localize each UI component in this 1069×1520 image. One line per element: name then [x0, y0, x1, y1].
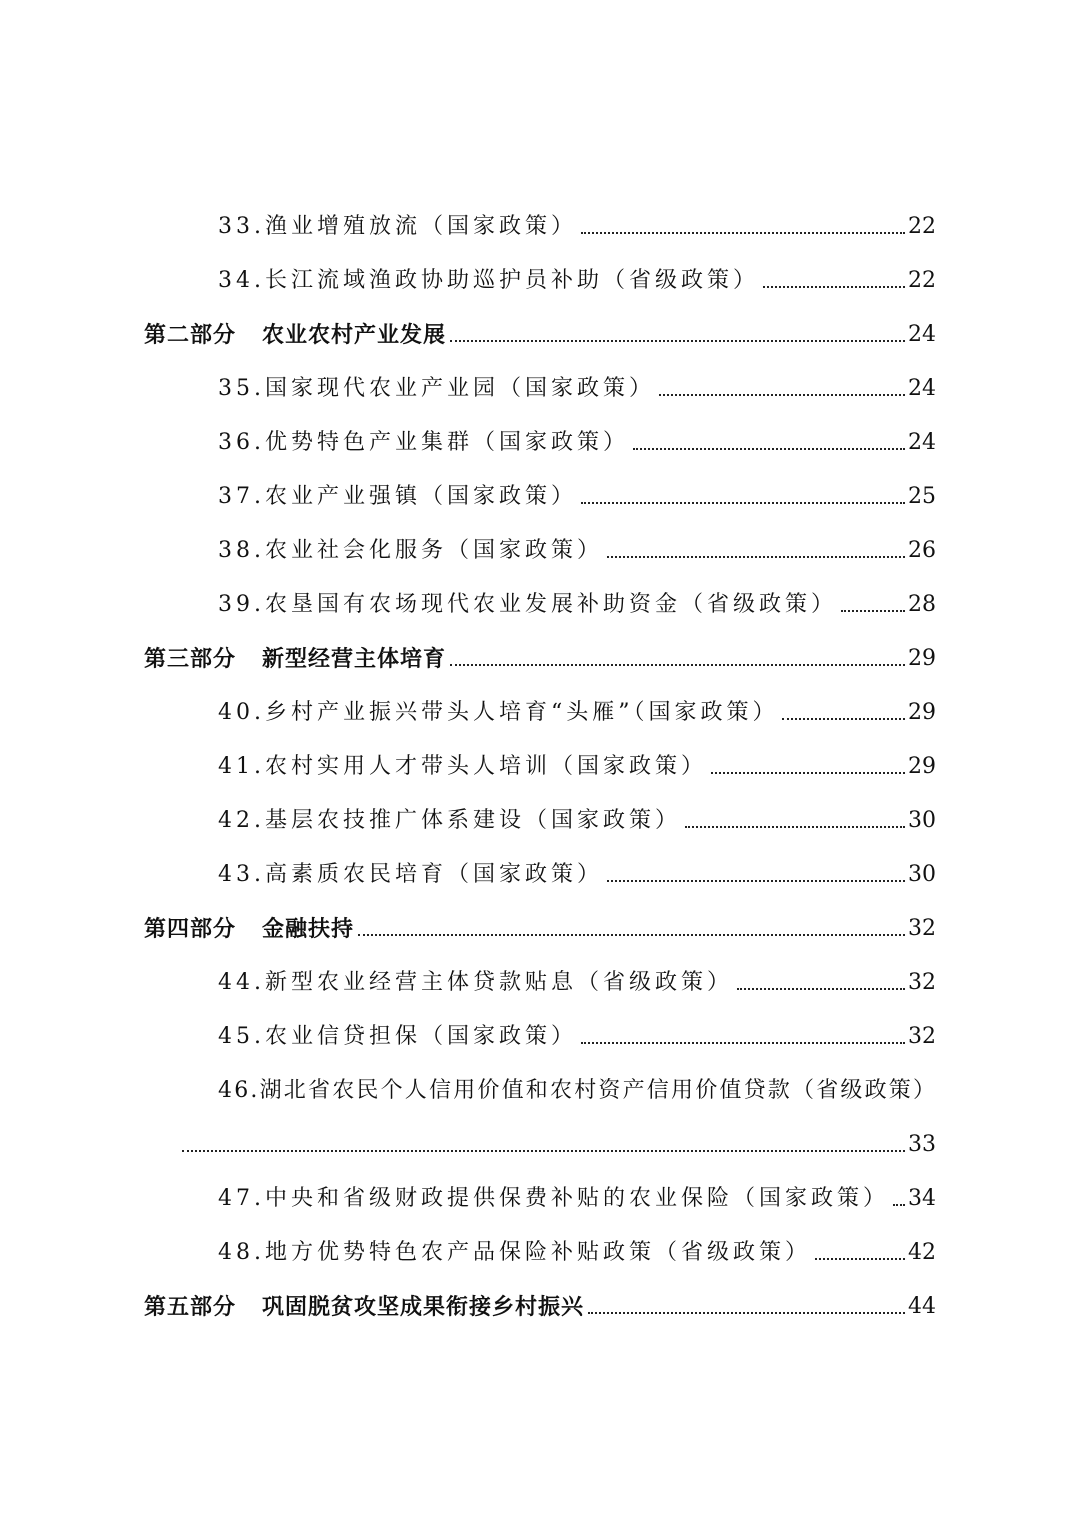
toc-entry-title: 35.国家现代农业产业园（国家政策） [218, 376, 655, 401]
dot-leader [581, 232, 905, 234]
toc-page-number: 32 [908, 970, 936, 995]
toc-page-number: 24 [908, 322, 936, 347]
toc-page-number: 30 [908, 862, 936, 887]
toc-entry-42[interactable] [218, 796, 936, 836]
dot-leader [893, 1204, 905, 1206]
toc-entry-47[interactable] [218, 1174, 936, 1214]
dot-leader [581, 502, 905, 504]
toc-entry-title: 39.农垦国有农场现代农业发展补助资金（省级政策） [218, 592, 837, 617]
dot-leader [685, 826, 905, 828]
toc-part-heading [144, 324, 446, 350]
toc-page-number: 24 [908, 376, 936, 401]
toc-page-number: 22 [908, 268, 936, 293]
toc-entry-title: 43.高素质农民培育（国家政策） [218, 862, 603, 887]
toc-entry-title: 44.新型农业经营主体贷款贴息（省级政策） [218, 970, 733, 995]
dot-leader [607, 556, 905, 558]
toc-part-label: 第五部分 [144, 1294, 237, 1320]
toc-entry-45[interactable] [218, 1012, 936, 1052]
toc-entry-34[interactable] [218, 256, 936, 296]
toc-page-number: 28 [908, 592, 936, 617]
toc-entry-37[interactable] [218, 472, 936, 512]
toc-part-label: 第四部分 [144, 916, 237, 942]
toc-part-label: 第二部分 [144, 322, 237, 348]
toc-entry-46-continuation [182, 1120, 936, 1160]
toc-part-title: 农业农村产业发展 [262, 322, 447, 348]
toc-entry-41[interactable] [218, 742, 936, 782]
dot-leader [450, 664, 905, 666]
toc-page-number: 29 [908, 754, 936, 779]
toc-entry-title: 40.乡村产业振兴带头人培育“头雁”（国家政策） [218, 700, 779, 725]
toc-page-number: 44 [908, 1294, 936, 1319]
toc-part-heading [144, 918, 354, 944]
dot-leader [633, 448, 905, 450]
toc-entry-43[interactable] [218, 850, 936, 890]
toc-entry-title: 41.农村实用人才带头人培训（国家政策） [218, 754, 707, 779]
dot-leader [588, 1312, 905, 1314]
dot-leader [815, 1258, 905, 1260]
toc-part-heading [144, 1296, 584, 1322]
toc-entry-title: 48.地方优势特色农产品保险补贴政策（省级政策） [218, 1240, 811, 1265]
toc-part-3[interactable] [144, 634, 936, 674]
toc-page-number: 42 [908, 1240, 936, 1265]
toc-entry-44[interactable] [218, 958, 936, 998]
toc-page-number: 22 [908, 214, 936, 239]
toc-page-number: 29 [908, 646, 936, 671]
toc-part-2[interactable] [144, 310, 936, 350]
toc-entry-title: 37.农业产业强镇（国家政策） [218, 484, 577, 509]
toc-entry-40[interactable] [218, 688, 936, 728]
dot-leader [581, 1042, 905, 1044]
toc-entry-38[interactable] [218, 526, 936, 566]
toc-entry-title: 42.基层农技推广体系建设（国家政策） [218, 808, 681, 833]
toc-page-number: 29 [908, 700, 936, 725]
toc-part-title: 新型经营主体培育 [262, 646, 447, 672]
dot-leader [763, 286, 905, 288]
toc-part-5[interactable] [144, 1282, 936, 1322]
toc-entry-36[interactable] [218, 418, 936, 458]
toc-entry-title: 46.湖北省农民个人信用价值和农村资产信用价值贷款（省级政策） [218, 1078, 938, 1103]
toc-page-number: 30 [908, 808, 936, 833]
toc-part-heading [144, 648, 446, 674]
toc-entry-48[interactable] [218, 1228, 936, 1268]
toc-page-number: 26 [908, 538, 936, 563]
toc-entry-35[interactable] [218, 364, 936, 404]
toc-entry-33[interactable] [218, 202, 936, 242]
dot-leader [182, 1150, 905, 1152]
dot-leader [841, 610, 905, 612]
toc-part-4[interactable] [144, 904, 936, 944]
toc-entry-title: 47.中央和省级财政提供保费补贴的农业保险（国家政策） [218, 1186, 889, 1211]
toc-page-number: 33 [908, 1132, 936, 1157]
dot-leader [659, 394, 905, 396]
toc-page-number: 32 [908, 916, 936, 941]
toc-part-title: 金融扶持 [262, 916, 355, 942]
dot-leader [450, 340, 905, 342]
dot-leader [711, 772, 905, 774]
dot-leader [607, 880, 905, 882]
toc-part-label: 第三部分 [144, 646, 237, 672]
dot-leader [358, 934, 905, 936]
toc-entry-title: 36.优势特色产业集群（国家政策） [218, 430, 629, 455]
dot-leader [737, 988, 905, 990]
toc-entry-39[interactable] [218, 580, 936, 620]
toc-page-number: 32 [908, 1024, 936, 1049]
toc-entry-title: 45.农业信贷担保（国家政策） [218, 1024, 577, 1049]
toc-page-number: 34 [908, 1186, 936, 1211]
toc-entry-title: 34.长江流域渔政协助巡护员补助（省级政策） [218, 268, 759, 293]
toc-page-number: 25 [908, 484, 936, 509]
toc-entry-title: 33.渔业增殖放流（国家政策） [218, 214, 577, 239]
toc-page-number: 24 [908, 430, 936, 455]
toc-entry-46-line [218, 1066, 943, 1106]
toc-part-title: 巩固脱贫攻坚成果衔接乡村振兴 [262, 1294, 585, 1320]
dot-leader [782, 718, 905, 720]
toc-entry-title: 38.农业社会化服务（国家政策） [218, 538, 603, 563]
